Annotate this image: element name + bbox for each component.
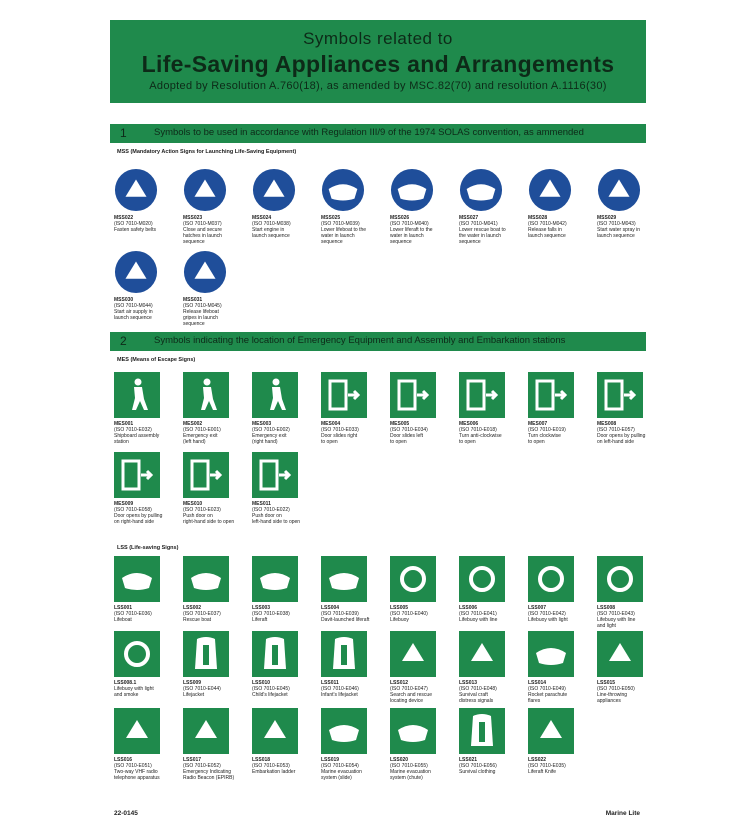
- sign-code: MES005: [390, 421, 410, 427]
- lower-rescue-boat-icon: [459, 168, 503, 212]
- sign-lss021: [459, 708, 525, 775]
- sign-iso: (ISO 7010-E053): [252, 763, 290, 769]
- sign-code: MSS026: [390, 215, 410, 221]
- sign-code: MES008: [597, 421, 617, 427]
- hatch-icon: [183, 168, 227, 212]
- sign-iso: (ISO 7010-M020): [114, 221, 153, 227]
- sign-description: Liferaft: [252, 617, 268, 623]
- sign-description: and smoke: [114, 692, 139, 698]
- mes-subtitle: MES (Means of Escape Signs): [117, 357, 196, 363]
- sign-description: Start engine in: [252, 227, 285, 233]
- sign-description: Turn anti-clockwise: [459, 433, 502, 439]
- sign-iso: (ISO 7010-M041): [459, 221, 498, 227]
- title-line-3: Adopted by Resolution A.760(18), as amended by MSC.82(70) and resolution A.1116(30): [149, 80, 607, 92]
- sign-code: LSS003: [252, 605, 271, 611]
- sign-code: LSS005: [390, 605, 409, 611]
- sign-lss015: [597, 631, 663, 704]
- sign-description: telephone apparatus: [114, 775, 160, 781]
- sign-code: LSS021: [459, 757, 478, 763]
- survival-suit-icon: [459, 708, 505, 754]
- liferaft-icon: [252, 556, 298, 602]
- sign-lss019: [321, 708, 387, 781]
- push-door-right-icon: [183, 452, 229, 498]
- sign-iso: (ISO 7010-E057): [597, 427, 635, 433]
- distress-signal-icon: [459, 631, 505, 677]
- section-2-title: Symbols indicating the location of Emergency Equipment and Assembly and Embarkation stations: [154, 335, 566, 346]
- product-code: 22-0145: [114, 810, 138, 817]
- sign-description: Line-throwing: [597, 692, 628, 698]
- sign-code: MES003: [252, 421, 272, 427]
- sign-iso: (ISO 7010-E023): [183, 507, 221, 513]
- sign-lss006: [459, 556, 525, 623]
- rescue-boat-icon: [183, 556, 229, 602]
- sign-code: MES001: [114, 421, 134, 427]
- parachute-flare-icon: [528, 631, 574, 677]
- sign-code: LSS008: [597, 605, 616, 611]
- sign-iso: (ISO 7010-E056): [459, 763, 497, 769]
- sign-lss017: [183, 708, 249, 781]
- sign-code: MES002: [183, 421, 203, 427]
- sign-description: Door slides right: [321, 433, 358, 439]
- section-2-number: 2: [120, 334, 127, 348]
- sign-lss010: [252, 631, 318, 698]
- sign-description: Door slides left: [390, 433, 424, 439]
- section-1-title: Symbols to be used in accordance with Regulation III/9 of the 1974 SOLAS convention, as ammended: [154, 127, 584, 138]
- sign-mss022: [114, 168, 180, 233]
- lifebuoy-light-icon: [528, 556, 574, 602]
- sign-mes010: [183, 452, 249, 525]
- sign-iso: (ISO 7010-E038): [252, 611, 290, 617]
- seat-belt-icon: [114, 168, 158, 212]
- sign-description: Emergency exit: [252, 433, 287, 439]
- sign-code: MES007: [528, 421, 548, 427]
- sign-iso: (ISO 7010-E055): [390, 763, 428, 769]
- sign-description: Start water spray in: [597, 227, 641, 233]
- exit-left-icon: [183, 372, 229, 418]
- sign-description: Lifebuoy: [390, 617, 409, 623]
- sign-mes002: [183, 372, 249, 445]
- sign-mes005: [390, 372, 456, 445]
- sign-description: to open: [321, 439, 338, 445]
- sign-code: MSS022: [114, 215, 134, 221]
- sign-description: Lifebuoy with light: [114, 686, 154, 692]
- sign-lss002: [183, 556, 249, 623]
- sign-mss025: [321, 168, 387, 245]
- section-2-bar: [110, 332, 646, 351]
- section-1-number: 1: [120, 126, 127, 140]
- sign-description: Lifebuoy with line: [597, 617, 636, 623]
- sign-mes001: [114, 372, 180, 445]
- sign-iso: (ISO 7010-M044): [114, 303, 153, 309]
- sign-code: LSS017: [183, 757, 202, 763]
- sign-description: launch sequence: [597, 233, 635, 239]
- lifeboat-icon: [114, 556, 160, 602]
- sign-mes006: [459, 372, 525, 445]
- sign-code: LSS008.1: [114, 680, 137, 686]
- sign-iso: (ISO 7010-M042): [528, 221, 567, 227]
- sign-mss029: [597, 168, 663, 239]
- sign-code: MSS031: [183, 297, 203, 303]
- sign-code: MSS028: [528, 215, 548, 221]
- sign-description: on right-hand side: [114, 519, 155, 525]
- sign-iso: (ISO 7010-M040): [390, 221, 429, 227]
- child-lifejacket-icon: [252, 631, 298, 677]
- sign-iso: (ISO 7010-M043): [597, 221, 636, 227]
- sign-description: Survival craft: [459, 692, 488, 698]
- title-line-2: Life-Saving Appliances and Arrangements: [141, 51, 615, 77]
- sign-lss020: [390, 708, 456, 781]
- sign-mes007: [528, 372, 594, 445]
- sign-iso: (ISO 7010-E036): [114, 611, 152, 617]
- sign-lss007: [528, 556, 594, 623]
- sign-code: LSS012: [390, 680, 409, 686]
- door-slide-left-icon: [390, 372, 436, 418]
- sign-description: to open: [528, 439, 545, 445]
- sign-lss001: [114, 556, 180, 623]
- sign-lss009: [183, 631, 249, 698]
- sign-code: MSS027: [459, 215, 479, 221]
- sign-iso: (ISO 7010-M039): [321, 221, 360, 227]
- sign-mes009: [114, 452, 180, 525]
- sign-iso: (ISO 7010-E045): [252, 686, 290, 692]
- sign-description: Infant's lifejacket: [321, 692, 358, 698]
- water-spray-icon: [597, 168, 641, 212]
- sign-description: system (slide): [321, 775, 352, 781]
- sign-iso: (ISO 7010-E051): [114, 763, 152, 769]
- sign-description: Emergency exit: [183, 433, 218, 439]
- sign-iso: (ISO 7010-M045): [183, 303, 222, 309]
- sign-description: Push door on: [252, 513, 282, 519]
- sign-lss022: [528, 708, 594, 775]
- air-supply-icon: [114, 250, 158, 294]
- sign-description: Marine evacuation: [390, 769, 431, 775]
- sign-description: gripes in launch: [183, 315, 219, 321]
- release-falls-icon: [528, 168, 572, 212]
- sign-code: MSS029: [597, 215, 617, 221]
- sign-description: Radio Beacon (EPIRB): [183, 775, 235, 781]
- sign-description: Rescue boat: [183, 617, 212, 623]
- sign-code: LSS002: [183, 605, 202, 611]
- sign-description: sequence: [459, 239, 481, 245]
- sign-code: LSS004: [321, 605, 340, 611]
- title-banner: [110, 20, 646, 103]
- sign-code: LSS018: [252, 757, 271, 763]
- sign-iso: (ISO 7010-E001): [183, 427, 221, 433]
- sign-description: water in launch: [390, 233, 424, 239]
- sign-iso: (ISO 7010-M037): [183, 221, 222, 227]
- sign-description: Embarkation ladder: [252, 769, 296, 775]
- sign-code: LSS014: [528, 680, 547, 686]
- door-slide-right-icon: [321, 372, 367, 418]
- sign-description: Fasten safety belts: [114, 227, 156, 233]
- section-1-bar: [110, 124, 646, 143]
- sign-lss013: [459, 631, 525, 704]
- sign-description: Lower rescue boat to: [459, 227, 506, 233]
- sign-code: MES006: [459, 421, 479, 427]
- sign-description: Liferaft Knife: [528, 769, 557, 775]
- sign-mss028: [528, 168, 594, 239]
- sign-iso: (ISO 7010-E054): [321, 763, 359, 769]
- sign-iso: (ISO 7010-E002): [252, 427, 290, 433]
- sign-code: LSS013: [459, 680, 478, 686]
- mss-subtitle: MSS (Mandatory Action Signs for Launching Life-Saving Equipment): [117, 149, 297, 155]
- sign-description: Lifebuoy with light: [528, 617, 568, 623]
- sign-mss026: [390, 168, 456, 245]
- sign-description: locating device: [390, 698, 424, 704]
- sign-description: Lifebuoy with line: [459, 617, 498, 623]
- sign-code: LSS010: [252, 680, 271, 686]
- sign-mes008: [597, 372, 663, 445]
- sign-description: Lifeboat: [114, 617, 132, 623]
- sign-description: Door opens by pulling: [597, 433, 646, 439]
- sign-description: Turn clockwise: [528, 433, 561, 439]
- sign-code: LSS019: [321, 757, 340, 763]
- sign-description: left-hand side to open: [252, 519, 301, 525]
- sign-mss023: [183, 168, 249, 245]
- sign-description: (left hand): [183, 439, 206, 445]
- sign-iso: (ISO 7010-E022): [252, 507, 290, 513]
- sign-code: LSS022: [528, 757, 547, 763]
- sign-code: LSS007: [528, 605, 547, 611]
- sign-code: MES011: [252, 501, 271, 507]
- sign-description: Lower lifeboat to the: [321, 227, 367, 233]
- sign-mss027: [459, 168, 525, 245]
- infant-lifejacket-icon: [321, 631, 367, 677]
- sign-code: MSS024: [252, 215, 272, 221]
- sign-lss012: [390, 631, 456, 704]
- sign-mss030: [114, 250, 180, 321]
- turn-anticlockwise-icon: [459, 372, 505, 418]
- sign-description: distress signals: [459, 698, 494, 704]
- sign-code: LSS016: [114, 757, 133, 763]
- sign-lss011: [321, 631, 387, 698]
- sign-mss031: [183, 250, 249, 327]
- sign-iso: (ISO 7010-E043): [597, 611, 635, 617]
- sign-mes003: [252, 372, 318, 445]
- sign-lss004: [321, 556, 387, 623]
- sign-description: and light: [597, 623, 616, 629]
- release-gripes-icon: [183, 250, 227, 294]
- sign-description: Lifejacket: [183, 692, 205, 698]
- sign-iso: (ISO 7010-E032): [114, 427, 152, 433]
- lifebuoy-smoke-icon: [114, 631, 160, 677]
- sign-lss003: [252, 556, 318, 623]
- sign-lss016: [114, 708, 180, 781]
- davit-liferaft-icon: [321, 556, 367, 602]
- door-pull-left-icon: [597, 372, 643, 418]
- sign-code: MES009: [114, 501, 134, 507]
- door-pull-right-icon: [114, 452, 160, 498]
- assembly-station-icon: [114, 372, 160, 418]
- sign-code: MSS030: [114, 297, 134, 303]
- sign-description: hatches in launch: [183, 233, 222, 239]
- sign-code: LSS020: [390, 757, 409, 763]
- brand-name: Marine Lite: [605, 810, 640, 817]
- sign-description: launch sequence: [528, 233, 566, 239]
- sign-code: LSS001: [114, 605, 133, 611]
- epirb-icon: [183, 708, 229, 754]
- sign-mes011: [252, 452, 318, 525]
- sign-description: appliances: [597, 698, 621, 704]
- sign-iso: (ISO 7010-E034): [390, 427, 428, 433]
- engine-start-icon: [252, 168, 296, 212]
- sign-iso: (ISO 7010-E037): [183, 611, 221, 617]
- sign-description: Davit-launched liferaft: [321, 617, 370, 623]
- evacuation-slide-icon: [321, 708, 367, 754]
- sign-iso: (ISO 7010-E039): [321, 611, 359, 617]
- turn-clockwise-icon: [528, 372, 574, 418]
- sign-iso: (ISO 7010-E046): [321, 686, 359, 692]
- exit-right-icon: [252, 372, 298, 418]
- sign-description: Child's lifejacket: [252, 692, 288, 698]
- ladder-icon: [252, 708, 298, 754]
- sign-description: to open: [459, 439, 476, 445]
- sign-iso: (ISO 7010-E035): [528, 763, 566, 769]
- sign-lss014: [528, 631, 594, 704]
- sign-iso: (ISO 7010-E040): [390, 611, 428, 617]
- sign-description: the water in launch: [459, 233, 501, 239]
- push-door-left-icon: [252, 452, 298, 498]
- sign-code: LSS015: [597, 680, 616, 686]
- sign-iso: (ISO 7010-E047): [390, 686, 428, 692]
- sart-icon: [390, 631, 436, 677]
- sign-iso: (ISO 7010-E018): [459, 427, 497, 433]
- sign-description: Lower liferaft to the: [390, 227, 433, 233]
- sign-lss018: [252, 708, 318, 775]
- sign-description: Push door on: [183, 513, 213, 519]
- lower-liferaft-icon: [390, 168, 434, 212]
- sign-description: sequence: [183, 321, 205, 327]
- sign-iso: (ISO 7010-E044): [183, 686, 221, 692]
- sign-description: Marine evacuation: [321, 769, 362, 775]
- sign-description: sequence: [390, 239, 412, 245]
- sign-code: LSS006: [459, 605, 478, 611]
- sign-description: launch sequence: [252, 233, 290, 239]
- sign-iso: (ISO 7010-E019): [528, 427, 566, 433]
- evacuation-chute-icon: [390, 708, 436, 754]
- sign-description: Door opens by pulling: [114, 513, 163, 519]
- sign-mes004: [321, 372, 387, 445]
- sign-iso: (ISO 7010-E042): [528, 611, 566, 617]
- sign-iso: (ISO 7010-E041): [459, 611, 497, 617]
- sign-mss024: [252, 168, 318, 239]
- sign-iso: (ISO 7010-E048): [459, 686, 497, 692]
- title-line-1: Symbols related to: [303, 29, 453, 48]
- sign-iso: (ISO 7010-E049): [528, 686, 566, 692]
- sign-description: (right hand): [252, 439, 278, 445]
- sign-description: Rocket parachute: [528, 692, 568, 698]
- sign-description: flares: [528, 698, 541, 704]
- sign-iso: (ISO 7010-E058): [114, 507, 152, 513]
- sign-description: Emergency Indicating: [183, 769, 232, 775]
- sign-description: sequence: [183, 239, 205, 245]
- sign-description: Start air supply in: [114, 309, 153, 315]
- sign-description: Close and secure: [183, 227, 222, 233]
- lifebuoy-icon: [390, 556, 436, 602]
- sign-iso: (ISO 7010-E033): [321, 427, 359, 433]
- sign-code: LSS009: [183, 680, 202, 686]
- sign-lss008: [597, 556, 663, 629]
- sign-iso: (ISO 7010-M038): [252, 221, 291, 227]
- sign-description: system (chute): [390, 775, 423, 781]
- sign-description: to open: [390, 439, 407, 445]
- line-throwing-icon: [597, 631, 643, 677]
- sign-description: Two-way VHF radio: [114, 769, 158, 775]
- lifebuoy-line-icon: [459, 556, 505, 602]
- sign-description: sequence: [321, 239, 343, 245]
- lower-lifeboat-icon: [321, 168, 365, 212]
- sign-description: Shipboard assembly: [114, 433, 160, 439]
- lss-subtitle: LSS (Life-saving Signs): [117, 545, 179, 551]
- sign-code: MSS025: [321, 215, 341, 221]
- sign-lss005: [390, 556, 456, 623]
- sign-iso: (ISO 7010-E050): [597, 686, 635, 692]
- sign-lss008-1: [114, 631, 180, 698]
- sign-description: station: [114, 439, 129, 445]
- sign-iso: (ISO 7010-E052): [183, 763, 221, 769]
- sign-description: launch sequence: [114, 315, 152, 321]
- sign-code: LSS011: [321, 680, 339, 686]
- sign-description: Survival clothing: [459, 769, 496, 775]
- vhf-radio-icon: [114, 708, 160, 754]
- sign-description: water in launch: [321, 233, 355, 239]
- sign-description: Release lifeboat: [183, 309, 219, 315]
- sign-description: on left-hand side: [597, 439, 634, 445]
- sign-code: MES004: [321, 421, 341, 427]
- sign-description: Release falls in: [528, 227, 562, 233]
- sign-description: Search and rescue: [390, 692, 432, 698]
- sign-description: right-hand side to open: [183, 519, 235, 525]
- lifebuoy-line-light-icon: [597, 556, 643, 602]
- lifejacket-icon: [183, 631, 229, 677]
- sign-code: MSS023: [183, 215, 203, 221]
- knife-icon: [528, 708, 574, 754]
- sign-code: MES010: [183, 501, 203, 507]
